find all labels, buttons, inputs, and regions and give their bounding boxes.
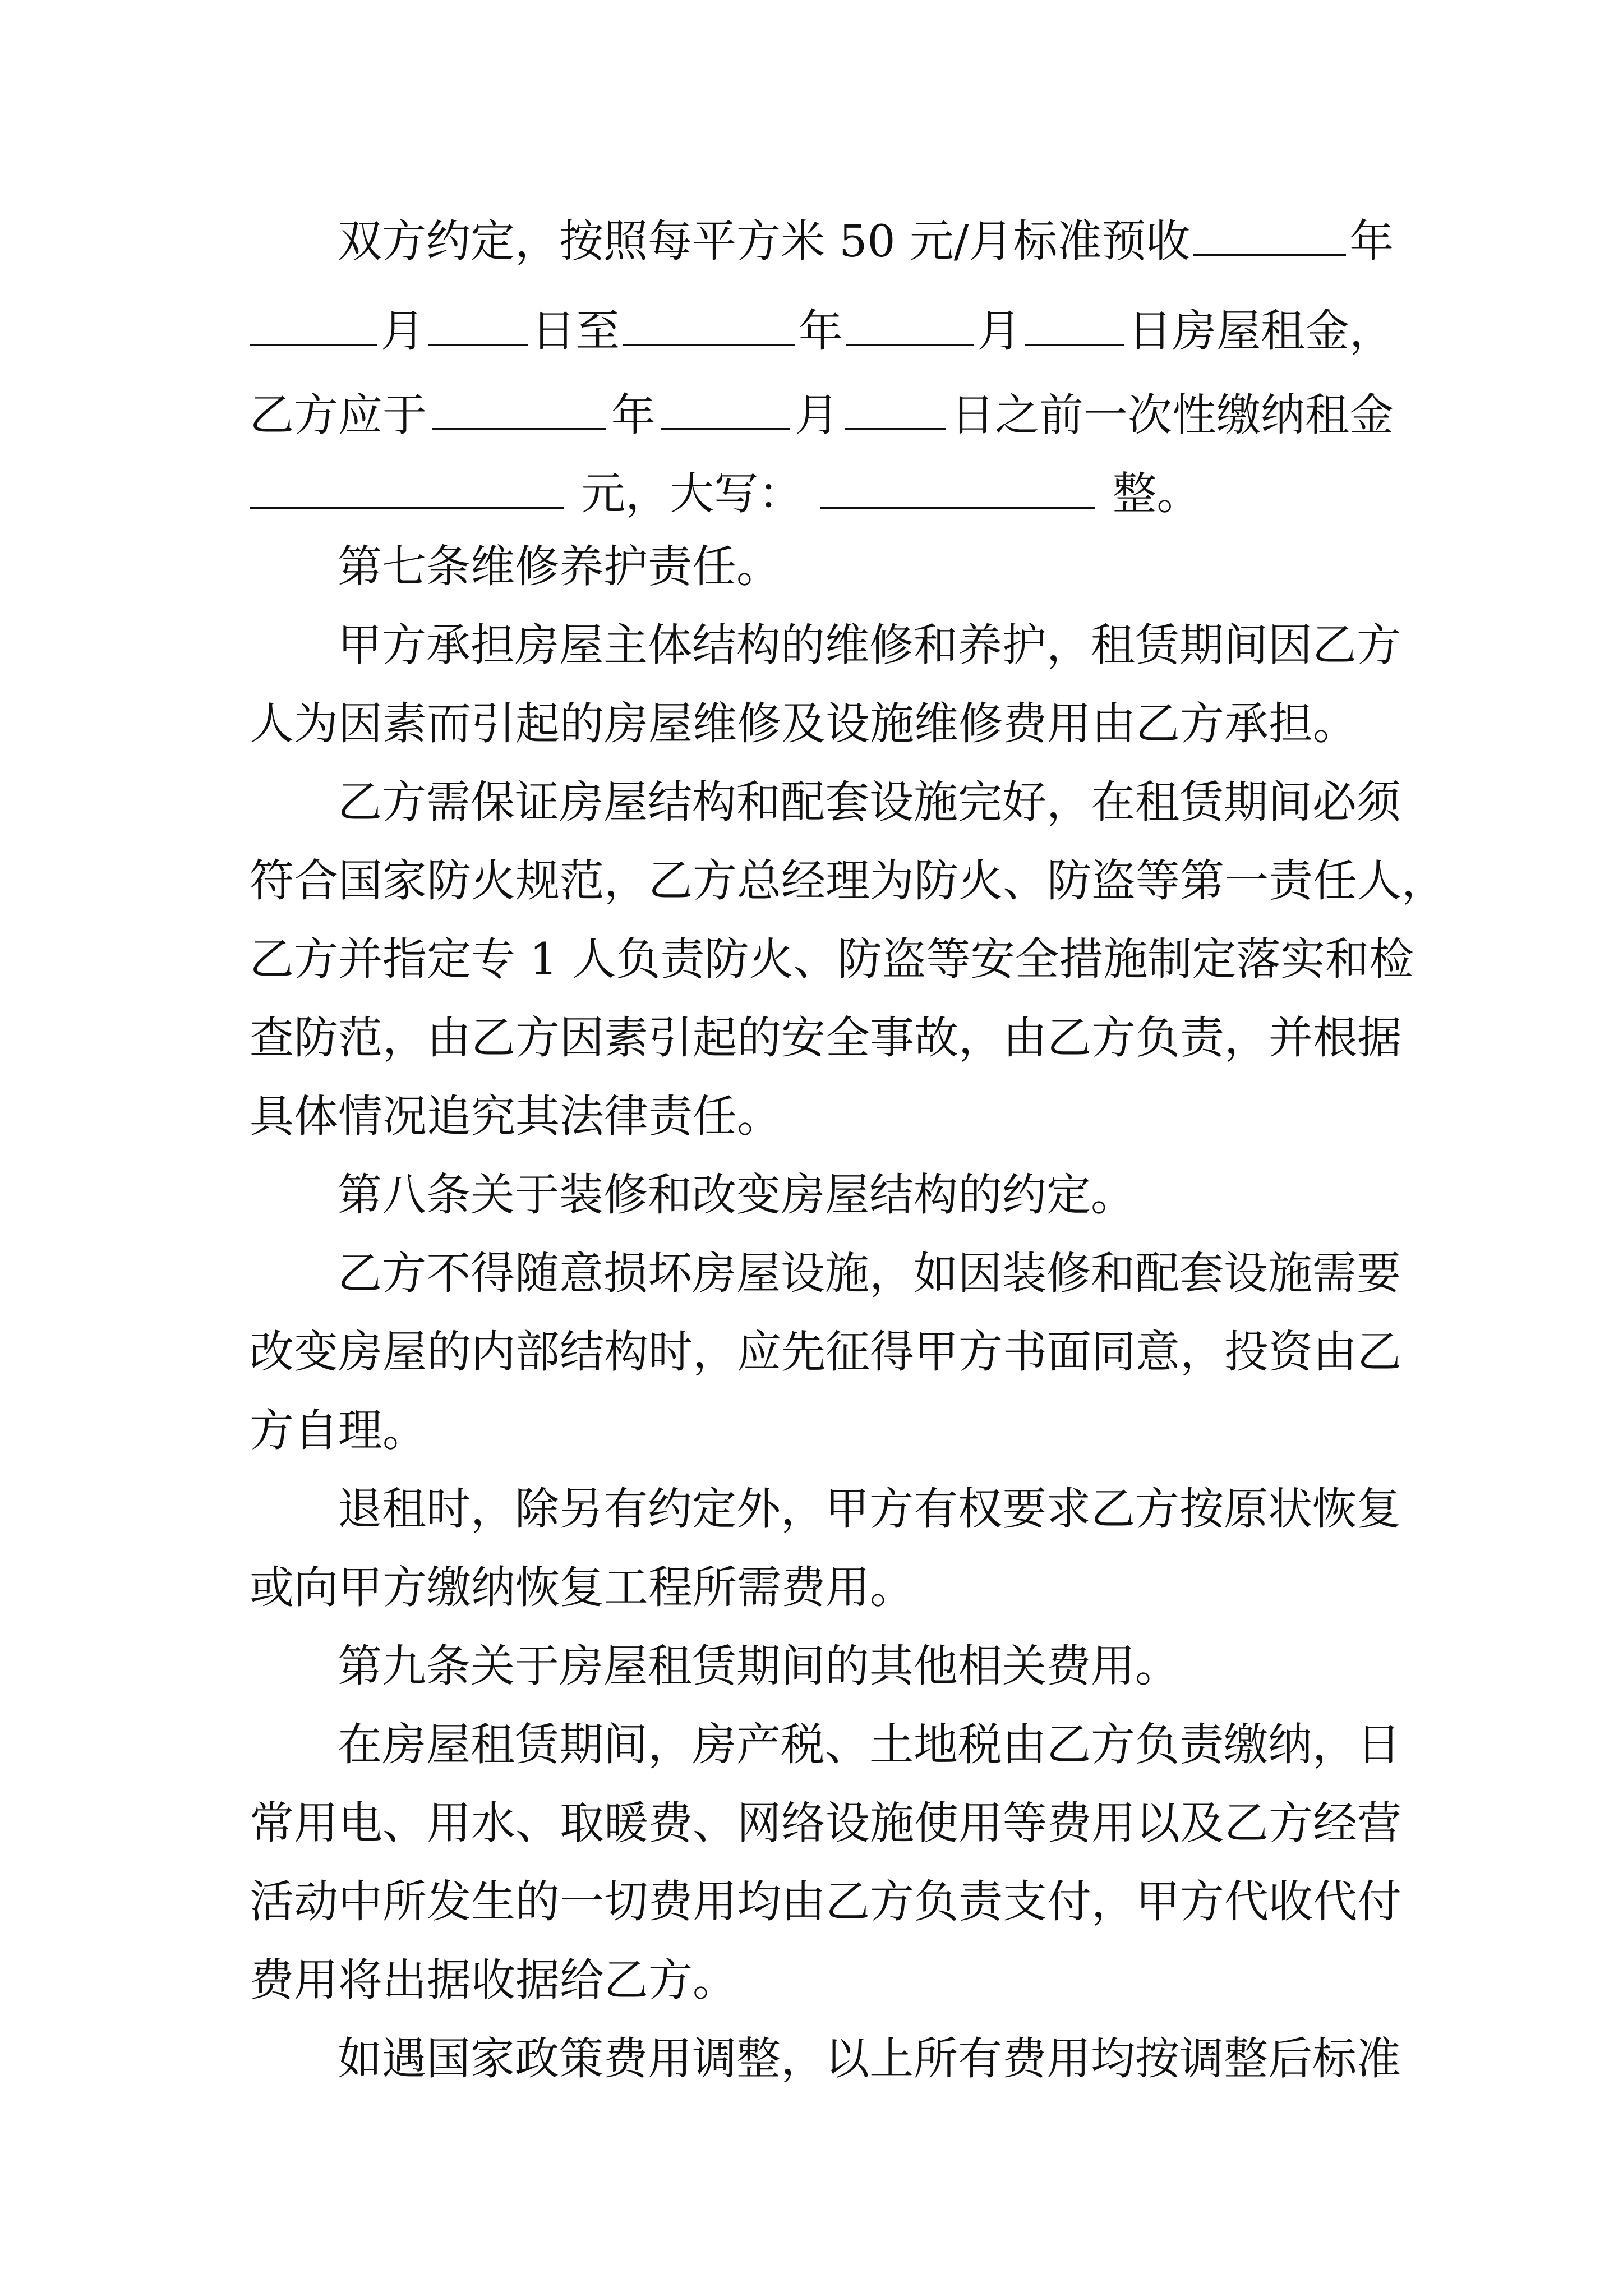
fill-blank[interactable] xyxy=(1193,215,1346,256)
text-segment: 双方约定，按照每平方米 50 元/月标准预收 xyxy=(338,215,1191,267)
text-line xyxy=(338,213,1394,269)
text-segment: 日之前一次性缴纳租金 xyxy=(950,389,1394,441)
text-line: 具体情况追究其法律责任。 xyxy=(250,1091,781,1142)
text-segment: 日至 xyxy=(531,305,620,357)
text-segment: 月 xyxy=(977,305,1022,357)
text-line xyxy=(250,466,1394,522)
text-line: 退租时，除另有约定外，甲方有权要求乙方按原状恢复 xyxy=(338,1483,1401,1535)
fill-blank[interactable] xyxy=(250,305,377,346)
text-segment: 年 xyxy=(611,389,656,441)
text-segment: 整。 xyxy=(1112,468,1201,519)
text-line: 或向甲方缴纳恢复工程所需费用。 xyxy=(250,1562,914,1613)
text-segment: 月 xyxy=(795,389,840,441)
text-line: 在房屋租赁期间，房产税、土地税由乙方负责缴纳，日 xyxy=(338,1719,1401,1770)
article-heading: 第九条关于房屋租赁期间的其他相关费用。 xyxy=(338,1640,1179,1692)
text-segment: 日房屋租金， xyxy=(1128,305,1394,357)
fill-blank[interactable] xyxy=(845,389,946,430)
text-line: 如遇国家政策费用调整，以上所有费用均按调整后标准 xyxy=(338,2033,1401,2085)
fill-blank[interactable] xyxy=(820,467,1095,509)
text-line: 查防范，由乙方因素引起的安全事故，由乙方负责，并根据 xyxy=(250,1012,1401,1064)
text-segment: 年 xyxy=(798,305,843,357)
text-segment: 元，大写： xyxy=(581,468,803,519)
text-line: 活动中所发生的一切费用均由乙方负责支付，甲方代收代付 xyxy=(250,1876,1401,1927)
text-line xyxy=(250,303,1394,359)
text-segment: 乙方应于 xyxy=(250,389,427,441)
fill-blank[interactable] xyxy=(623,305,795,346)
text-line xyxy=(250,387,1394,443)
text-segment: 月 xyxy=(380,305,425,357)
text-line: 费用将出据收据给乙方。 xyxy=(250,1954,737,2006)
text-line: 乙方不得随意损坏房屋设施，如因装修和配套设施需要 xyxy=(338,1248,1401,1299)
text-line: 乙方并指定专 1 人负责防火、防盗等安全措施制定落实和检 xyxy=(250,933,1414,985)
text-line: 符合国家防火规范，乙方总经理为防火、防盗等第一责任人， xyxy=(250,855,1446,907)
fill-blank[interactable] xyxy=(846,305,974,346)
article-heading: 第七条维修养护责任。 xyxy=(338,541,781,592)
text-line: 改变房屋的内部结构时，应先征得甲方书面同意，投资由乙 xyxy=(250,1326,1401,1378)
article-heading: 第八条关于装修和改变房屋结构的约定。 xyxy=(338,1169,1135,1221)
fill-blank[interactable] xyxy=(250,467,564,509)
text-line: 常用电、用水、取暖费、网络设施使用等费用以及乙方经营 xyxy=(250,1797,1401,1849)
fill-blank[interactable] xyxy=(1025,305,1124,346)
text-line: 乙方需保证房屋结构和配套设施完好，在租赁期间必须 xyxy=(338,776,1401,828)
text-line: 甲方承担房屋主体结构的维修和养护，租赁期间因乙方 xyxy=(338,619,1401,671)
text-segment: 年 xyxy=(1349,215,1394,267)
fill-blank[interactable] xyxy=(432,389,606,430)
text-line: 人为因素而引起的房屋维修及设施维修费用由乙方承担。 xyxy=(250,698,1357,749)
fill-blank[interactable] xyxy=(661,389,790,430)
text-line: 方自理。 xyxy=(250,1405,427,1456)
fill-blank[interactable] xyxy=(428,305,528,346)
